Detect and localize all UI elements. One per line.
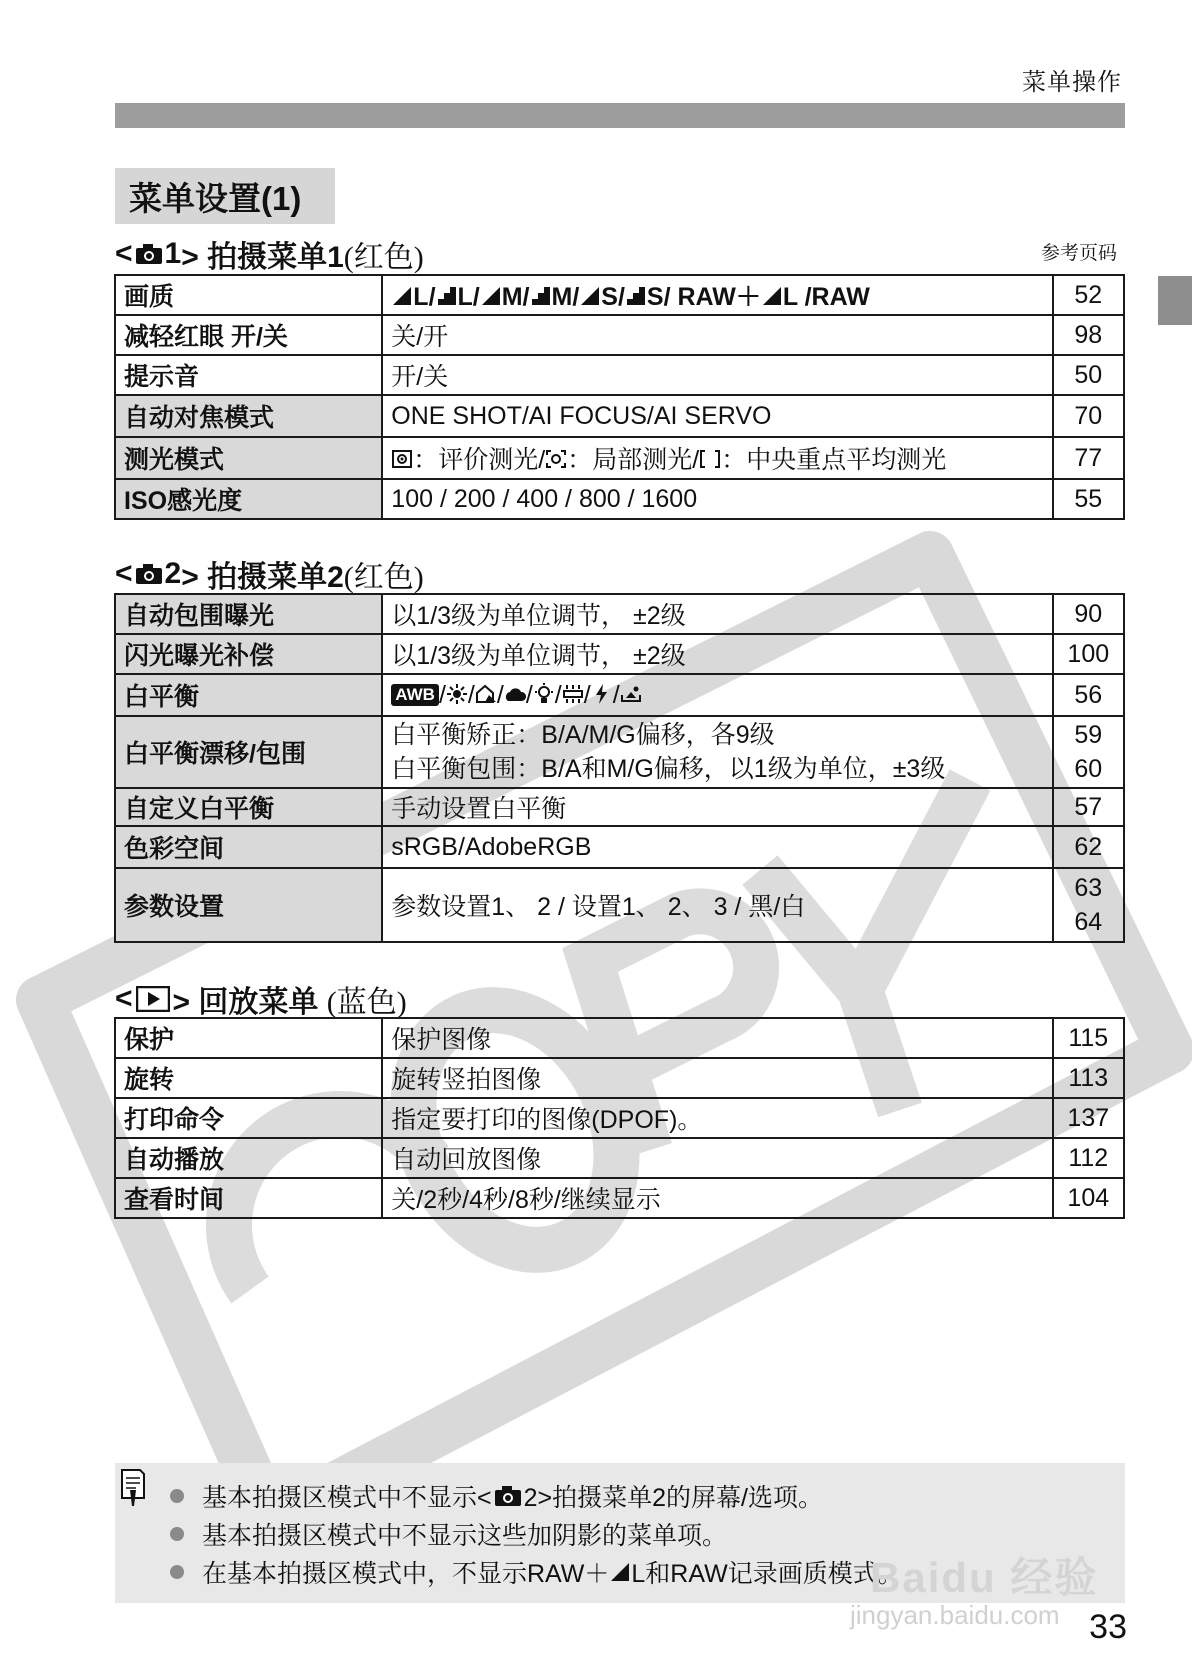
page-ref: 100 xyxy=(1053,634,1124,674)
playback-icon xyxy=(136,986,170,1012)
chapter-tab xyxy=(1158,276,1192,325)
fluorescent-icon xyxy=(562,683,584,705)
awb-icon: AWB xyxy=(391,684,439,706)
playback-menu-table xyxy=(114,1017,1125,1219)
page-ref: 55 xyxy=(1053,479,1124,519)
playback-menu-heading: < > 回放菜单 (蓝色) xyxy=(115,982,407,1019)
reference-page-header: 参考页码 xyxy=(1040,243,1117,264)
table-row xyxy=(115,1178,1124,1218)
shade-icon xyxy=(475,683,497,705)
camera-icon xyxy=(135,563,163,585)
note-item: 基本拍摄区模式中不显示这些加阴影的菜单项。 xyxy=(170,1515,903,1553)
setting-value: 自动回放图像 xyxy=(382,1138,1052,1178)
note-item: 在基本拍摄区模式中，不显示RAW＋ L和RAW记录画质模式。 xyxy=(170,1553,903,1591)
table-row xyxy=(115,634,1124,674)
page-ref: 112 xyxy=(1053,1138,1124,1178)
setting-name: 测光模式 xyxy=(115,437,382,479)
cloudy-icon xyxy=(504,683,526,705)
setting-value: 以1/3级为单位调节， ±2级 xyxy=(382,594,1052,634)
setting-value: 100 / 200 / 400 / 800 / 1600 xyxy=(382,479,1052,519)
bullet-icon xyxy=(170,1489,184,1503)
table-row xyxy=(115,674,1124,716)
setting-name: 保护 xyxy=(115,1018,382,1058)
page-ref: 62 xyxy=(1053,826,1124,868)
setting-value: 以1/3级为单位调节， ±2级 xyxy=(382,634,1052,674)
table-row xyxy=(115,395,1124,437)
table-row xyxy=(115,868,1124,942)
page-ref: 90 xyxy=(1053,594,1124,634)
quality-fine-icon xyxy=(391,285,413,307)
section-title: 菜单设置(1) xyxy=(115,168,335,224)
setting-value: 开/关 xyxy=(382,355,1052,395)
setting-name: 画质 xyxy=(115,275,382,315)
setting-name: 自动对焦模式 xyxy=(115,395,382,437)
setting-value: 保护图像 xyxy=(382,1018,1052,1058)
shooting-menu-2-heading: < 2 > 拍摄菜单2 (红色) xyxy=(115,557,424,594)
setting-name: 减轻红眼 开/关 xyxy=(115,315,382,355)
setting-value: ONE SHOT/AI FOCUS/AI SERVO xyxy=(382,395,1052,437)
setting-value: 指定要打印的图像(DPOF)。 xyxy=(382,1098,1052,1138)
center-weighted-metering-icon xyxy=(699,448,721,470)
setting-name: 白平衡漂移/包围 xyxy=(115,716,382,788)
setting-name: 闪光曝光补偿 xyxy=(115,634,382,674)
notes-list xyxy=(170,1477,903,1591)
tungsten-icon xyxy=(533,683,555,705)
setting-name: 参数设置 xyxy=(115,868,382,942)
camera-icon xyxy=(494,1485,522,1507)
page-ref: 50 xyxy=(1053,355,1124,395)
table-row xyxy=(115,315,1124,355)
setting-name: 自定义白平衡 xyxy=(115,788,382,826)
setting-name: ISO感光度 xyxy=(115,479,382,519)
page-ref: 113 xyxy=(1053,1058,1124,1098)
camera-icon xyxy=(135,243,163,265)
table-row xyxy=(115,716,1124,788)
flash-icon xyxy=(591,683,613,705)
table-row xyxy=(115,1098,1124,1138)
page-number: 33 xyxy=(1089,1608,1127,1646)
bullet-icon xyxy=(170,1565,184,1579)
daylight-icon xyxy=(446,683,468,705)
page-ref: 57 xyxy=(1053,788,1124,826)
page-ref: 56 xyxy=(1053,674,1124,716)
setting-value: 旋转竖拍图像 xyxy=(382,1058,1052,1098)
setting-value: L/ L/ M/ M/ S/ S/ RAW＋ L /RAW xyxy=(382,275,1052,315)
table-row xyxy=(115,1058,1124,1098)
shooting-menu-1-table xyxy=(114,274,1125,520)
note-item: 基本拍摄区模式中不显示< 2>拍摄菜单2的屏幕/选项。 xyxy=(170,1477,903,1515)
setting-value: 关/开 xyxy=(382,315,1052,355)
page-ref: 63 64 xyxy=(1053,868,1124,942)
table-row xyxy=(115,275,1124,315)
bullet-icon xyxy=(170,1527,184,1541)
page-ref: 59 60 xyxy=(1053,716,1124,788)
page-ref: 70 xyxy=(1053,395,1124,437)
setting-value: ：评价测光/ ：局部测光/ ：中央重点平均测光 xyxy=(382,437,1052,479)
quality-normal-icon xyxy=(530,285,552,307)
table-row xyxy=(115,826,1124,868)
quality-normal-icon xyxy=(625,285,647,307)
baidu-watermark-url: jingyan.baidu.com xyxy=(850,1600,1060,1630)
baidu-watermark-logo: Baidu 经验 xyxy=(870,1554,1099,1601)
setting-value: 关/2秒/4秒/8秒/继续显示 xyxy=(382,1178,1052,1218)
table-row xyxy=(115,1018,1124,1058)
setting-value: 白平衡矫正：B/A/M/G偏移，各9级 白平衡包围：B/A和M/G偏移，以1级为单位，±3级 xyxy=(382,716,1052,788)
memo-icon xyxy=(120,1468,146,1508)
setting-name: 自动包围曝光 xyxy=(115,594,382,634)
setting-name: 打印命令 xyxy=(115,1098,382,1138)
table-row xyxy=(115,437,1124,479)
header-title: 菜单操作 xyxy=(1022,69,1122,96)
setting-name: 白平衡 xyxy=(115,674,382,716)
quality-fine-icon xyxy=(609,1561,631,1583)
table-row xyxy=(115,594,1124,634)
custom-wb-icon xyxy=(620,683,642,705)
setting-value: AWB / / / / / / / xyxy=(382,674,1052,716)
quality-fine-icon xyxy=(480,285,502,307)
partial-metering-icon xyxy=(545,448,567,470)
setting-value: 参数设置1、 2 / 设置1、 2、 3 / 黑/白 xyxy=(382,868,1052,942)
page-ref: 137 xyxy=(1053,1098,1124,1138)
evaluative-metering-icon xyxy=(391,448,413,470)
setting-name: 旋转 xyxy=(115,1058,382,1098)
page-ref: 115 xyxy=(1053,1018,1124,1058)
setting-name: 色彩空间 xyxy=(115,826,382,868)
table-row xyxy=(115,788,1124,826)
quality-fine-icon xyxy=(761,285,783,307)
page-ref: 98 xyxy=(1053,315,1124,355)
table-row xyxy=(115,1138,1124,1178)
setting-name: 自动播放 xyxy=(115,1138,382,1178)
table-row xyxy=(115,355,1124,395)
page-ref: 77 xyxy=(1053,437,1124,479)
setting-name: 查看时间 xyxy=(115,1178,382,1218)
quality-fine-icon xyxy=(579,285,601,307)
shooting-menu-2-table xyxy=(114,593,1125,943)
setting-value: sRGB/AdobeRGB xyxy=(382,826,1052,868)
page-ref: 52 xyxy=(1053,275,1124,315)
quality-normal-icon xyxy=(436,285,458,307)
page-ref: 104 xyxy=(1053,1178,1124,1218)
table-row xyxy=(115,479,1124,519)
setting-value: 手动设置白平衡 xyxy=(382,788,1052,826)
shooting-menu-1-heading: < 1 > 拍摄菜单1 (红色) xyxy=(115,237,424,274)
setting-name: 提示音 xyxy=(115,355,382,395)
header-bar xyxy=(115,103,1125,128)
